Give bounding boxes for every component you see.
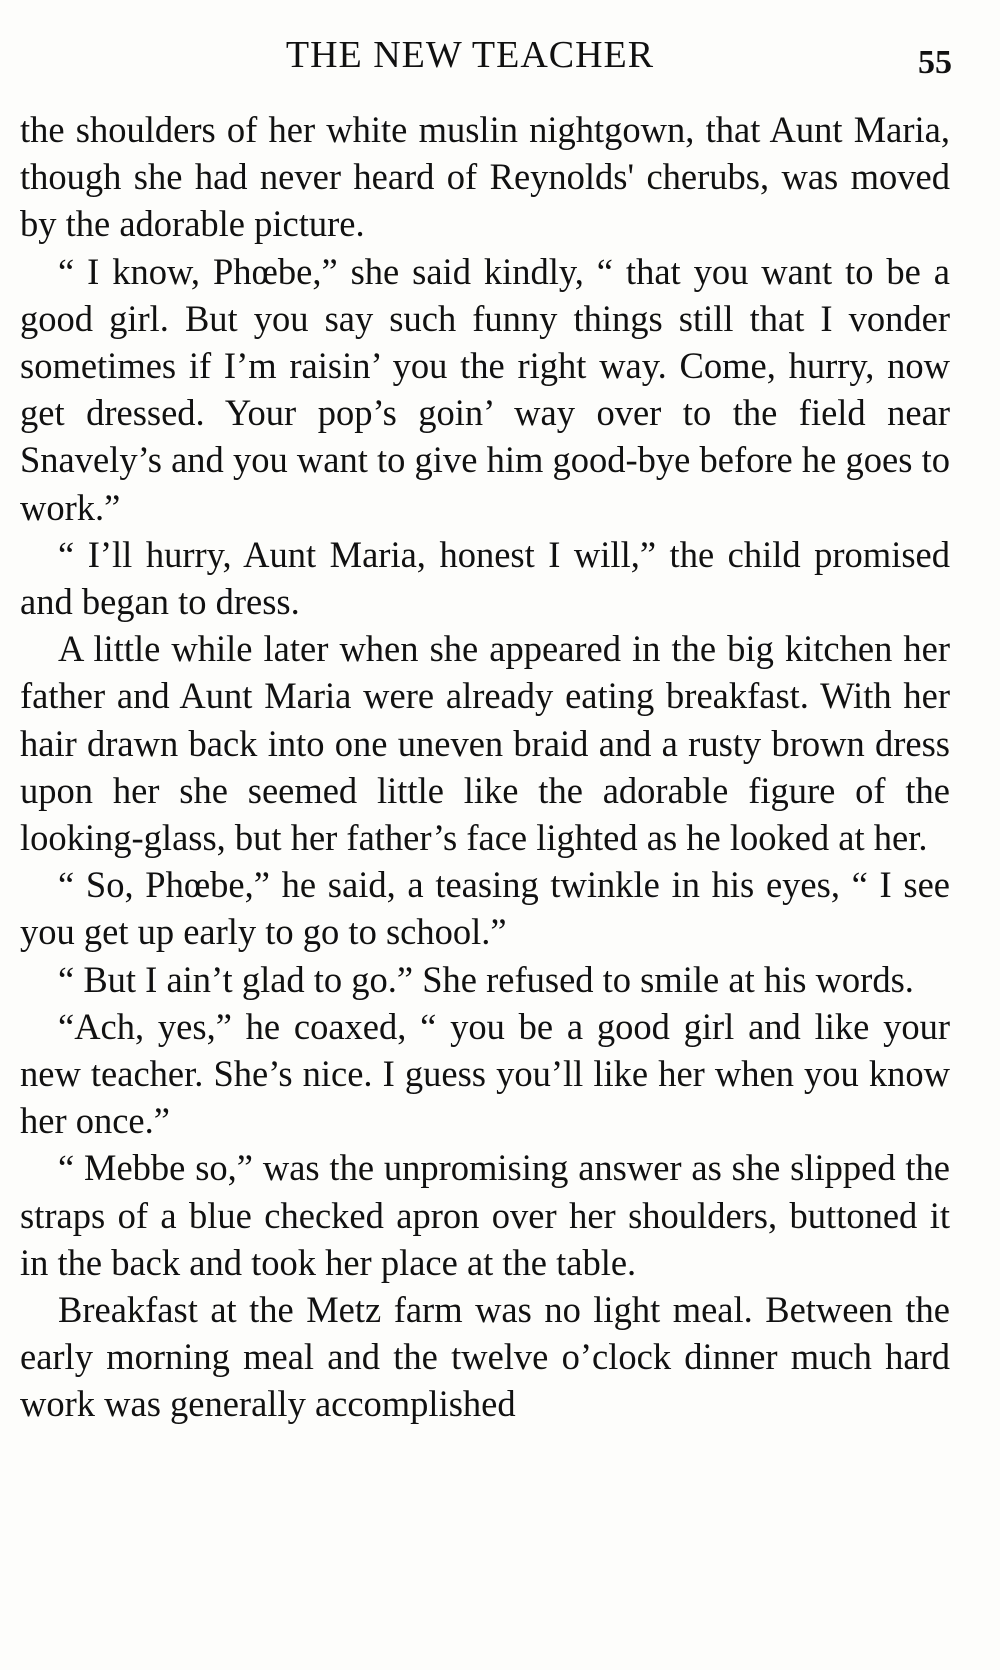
paragraph: “ I’ll hurry, Aunt Maria, honest I will,” the child promised and began to dress. [20, 533, 950, 623]
paragraph: A little while later when she appeared in the big kitchen her father and Aunt Maria were already eating breakfast. With her hair drawn back into one uneven braid and a rusty brown dress upon her she seemed little like the adorable figure of the looking-glass, but her father’s face lighted as he looked at her. [20, 628, 950, 859]
paragraph: “Ach, yes,” he coaxed, “ you be a good girl and like your new teacher. She’s nice. I guess you’ll like her when you know her once.” [20, 1005, 950, 1142]
paragraph: “ I know, Phœbe,” she said kindly, “ that you want to be a good girl. But you say such funny things still that I vonder sometimes if I’m raisin’ you the right way. Come, hurry, now get dressed. Your pop’s goin’ way over to the field near Snavely’s and you want to give him good-bye before he goes to work.” [20, 250, 950, 528]
page-header [0, 30, 1000, 80]
paragraph: “ But I ain’t glad to go.” She refused to smile at his words. [58, 958, 914, 1000]
paragraph: the shoulders of her white muslin nightgown, that Aunt Maria, though she had never heard of Reynolds' cherubs, was moved by the adorable picture. [20, 109, 950, 245]
paragraph: “ So, Phœbe,” he said, a teasing twinkle in his eyes, “ I see you get up early to go to school.” [20, 864, 950, 953]
body-text [20, 106, 950, 1428]
paragraph: Breakfast at the Metz farm was no light meal. Between the early morning meal and the twelve o’clock dinner much hard work was generally accomplished [20, 1289, 950, 1425]
paragraph: “ Mebbe so,” was the unpromising answer as she slipped the straps of a blue checked apron over her shoulders, buttoned it in the back and took her place at the table. [20, 1147, 950, 1283]
page-number: 55 [918, 44, 952, 81]
running-title: THE NEW TEACHER [285, 34, 655, 76]
